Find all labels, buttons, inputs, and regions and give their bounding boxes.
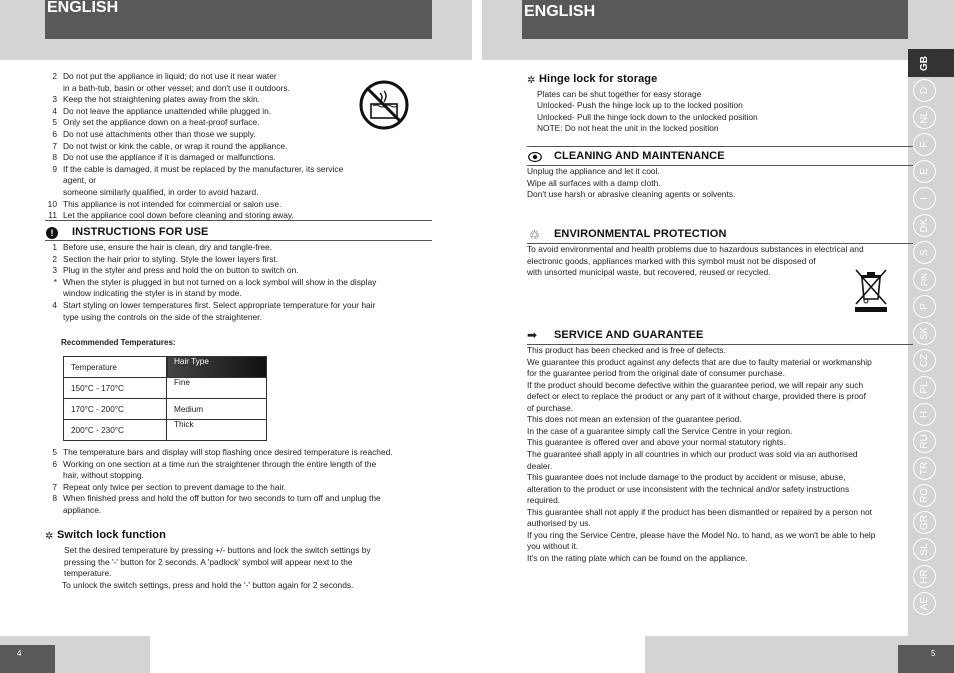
list-item-text: Before use, ensure the hair is clean, dry and tangle-free.	[63, 242, 273, 252]
list-item	[45, 83, 365, 95]
list-item	[45, 199, 365, 211]
crossed-bin-icon	[852, 266, 890, 314]
list-item-number: 9	[52, 163, 57, 174]
list-item	[45, 277, 425, 289]
language-tab-d[interactable]: D	[913, 79, 936, 102]
instructions-list	[45, 242, 425, 323]
list-item	[45, 242, 425, 254]
text-line: If you ring the Service Centre, please have the Model No. to hand, as we won't be able to help	[527, 529, 876, 540]
text-line: NOTE: Do not heat the unit in the locked position	[537, 123, 719, 134]
list-item-text: If the cable is damaged, it must be replaced by the manufacturer, its service agent, or	[63, 163, 344, 186]
language-tab-pl[interactable]: PL	[913, 376, 936, 399]
list-item	[45, 470, 435, 482]
list-item-number: 3	[52, 265, 57, 276]
list-item-number: 5	[52, 447, 57, 457]
cleaning-rule	[527, 146, 913, 147]
list-item	[45, 94, 365, 106]
language-tab-s[interactable]: S	[913, 241, 936, 264]
language-tab-cz[interactable]: CZ	[913, 349, 936, 372]
language-tab-nl[interactable]: NL	[913, 106, 936, 129]
safety-list	[45, 71, 365, 222]
list-item-text: Section the hair prior to styling. Style the lower layers first.	[63, 253, 279, 264]
list-item	[45, 447, 435, 459]
text-line: authorised by us.	[527, 518, 591, 529]
list-item-text: Repeat only twice per section to prevent damage to the hair.	[63, 481, 286, 492]
language-tab-p[interactable]: P	[913, 295, 936, 318]
list-item-number: *	[53, 276, 57, 287]
text-line: If the product should become defective within the guarantee period, we will repair any such	[527, 379, 864, 390]
language-tab-sl[interactable]: SL	[913, 538, 936, 561]
right-page-number-box	[898, 645, 954, 673]
left-header	[45, 0, 432, 39]
list-item-text: Only set the appliance down on a heat-proof surface.	[63, 117, 260, 128]
switch-lock-line: Set the desired temperature by pressing +/- buttons and lock the switch settings by	[64, 545, 371, 555]
list-item-text: This appliance is not intended for commercial or salon use.	[63, 198, 282, 209]
text-line: This guarantee shall not apply if the product has been dismantled or repaired by a person not	[527, 506, 872, 517]
left-page-number-box	[0, 645, 55, 673]
list-item	[45, 312, 425, 324]
language-tab-hr[interactable]: HR	[913, 565, 936, 588]
left-page-number: 4	[17, 649, 22, 658]
list-item	[45, 117, 365, 129]
language-tab-tr[interactable]: TR	[913, 457, 936, 480]
right-header-title: ENGLISH	[524, 3, 596, 20]
list-item	[45, 459, 435, 471]
list-item	[45, 288, 425, 300]
language-tab-sk[interactable]: SK	[913, 322, 936, 345]
list-item	[45, 187, 365, 199]
text-line: This guarantee does not include damage to the product by accident or misuse, abuse,	[527, 472, 846, 483]
list-item-number: 8	[52, 493, 57, 504]
text-line: Unlocked- Push the hinge lock up to the locked position	[537, 100, 743, 111]
more-instructions-list	[45, 447, 435, 517]
list-item-number: 4	[52, 299, 57, 310]
text-line: To avoid environmental and health problems due to hazardous substances in electrical and	[527, 244, 864, 254]
list-item-text: Plug in the styler and press and hold the on button to switch on.	[63, 265, 299, 276]
hair-cell: Medium	[167, 399, 267, 420]
list-item	[45, 141, 365, 153]
text-line: for the guarantee period from the original date of consumer purchase.	[527, 368, 785, 379]
list-item-text: Do not twist or kink the cable, or wrap it round the appliance.	[63, 140, 288, 151]
instructions-rule	[45, 220, 432, 221]
list-item-number: 2	[52, 253, 57, 264]
exclamation-icon: !	[46, 227, 58, 239]
list-item	[45, 300, 425, 312]
text-line: This product has been checked and is free of defects.	[527, 345, 726, 355]
list-item-text: Keep the hot straightening plates away from the skin.	[63, 94, 260, 105]
list-item-text: Working on one section at a time run the straightener through the entire length of the	[63, 458, 377, 469]
list-item-text: Start styling on lower temperatures first. Select appropriate temperature for your hair	[63, 299, 376, 310]
text-line: Unlocked- Pull the hinge lock down to the unlocked position	[537, 111, 758, 122]
text-line: electronic goods, appliances marked with this symbol must not be disposed of	[527, 255, 816, 266]
table-header-row	[64, 357, 267, 378]
switch-lock-line: To unlock the switch settings, press and hold the '-' button again for 2 seconds.	[62, 580, 354, 590]
cleaning-title: CLEANING AND MAINTENANCE	[554, 150, 725, 162]
temp-cell: 170°C - 200°C	[64, 399, 167, 420]
text-line: This guarantee is offered over and above your normal statutory rights.	[527, 437, 786, 448]
text-line: Wipe all surfaces with a damp cloth.	[527, 177, 661, 188]
language-tab-gb[interactable]: GB	[913, 52, 936, 75]
hair-cell: Thick	[167, 420, 267, 441]
list-item-text: hair, without stopping.	[63, 470, 145, 481]
list-item-text: Do not leave the appliance unattended while plugged in.	[63, 105, 272, 116]
text-line: Unplug the appliance and let it cool.	[527, 166, 660, 176]
text-line: The guarantee shall apply in all countries in which our product was sold via an authorised	[527, 448, 858, 459]
list-item-text: Do not use the appliance if it is damaged or malfunctions.	[63, 152, 276, 163]
hair-cell: Fine	[167, 378, 267, 399]
list-item-text: in a bath-tub, basin or other vessel; and don't use it outdoors.	[63, 82, 290, 93]
language-tab-ro[interactable]: RO	[913, 484, 936, 507]
left-header-title: ENGLISH	[47, 0, 119, 16]
list-item-text: Do not put the appliance in liquid; do not use it near water	[63, 71, 277, 81]
list-item-text: someone similarly qualified, in order to avoid hazard.	[63, 186, 259, 197]
recommended-title: Recommended Temperatures:	[61, 338, 176, 347]
language-tab-f[interactable]: F	[913, 133, 936, 156]
text-line: with unsorted municipal waste, but recovered, reused or recycled.	[527, 267, 771, 277]
switch-lock-title: Switch lock function	[57, 529, 166, 541]
instructions-title: INSTRUCTIONS FOR USE	[72, 226, 209, 238]
language-tab-i[interactable]: I	[913, 187, 936, 210]
right-page-number: 5	[931, 649, 936, 658]
list-item-number: 11	[48, 210, 57, 221]
list-item-text: appliance.	[63, 504, 102, 515]
language-tab-h[interactable]: H	[913, 403, 936, 426]
list-item-text: Do not use attachments other than those we supply.	[63, 128, 256, 139]
table-row	[64, 378, 267, 399]
list-item-number: 5	[52, 117, 57, 128]
text-line: defect or elect to replace the product or any part of it without charge, provided there is proof	[527, 391, 866, 402]
text-line: Plates can be shut together for easy storage	[537, 89, 702, 99]
temperature-table	[63, 356, 267, 441]
text-line: required.	[527, 495, 561, 506]
list-item-text: The temperature bars and display will stop flashing once desired temperature is reached.	[63, 447, 393, 457]
list-item-text: When the styler is plugged in but not turned on a lock symbol will show in the display	[63, 276, 377, 287]
environment-title: ENVIRONMENTAL PROTECTION	[554, 228, 727, 240]
text-line: This does not mean an extension of the guarantee period.	[527, 414, 742, 425]
list-item	[45, 493, 435, 505]
text-line: of purchase.	[527, 402, 574, 413]
language-tab-dk[interactable]: DK	[913, 214, 936, 237]
arrow-right-icon: ➡	[527, 328, 538, 342]
text-line: alteration to the product or use inconsistent with the technical and/or safety instructions	[527, 483, 850, 494]
temp-cell: 150°C - 170°C	[64, 378, 167, 399]
language-tab-e[interactable]: E	[913, 160, 936, 183]
gear-icon: ✲	[527, 75, 536, 86]
list-item	[45, 129, 365, 141]
list-item-number: 7	[52, 140, 57, 151]
temp-column-header: Temperature	[64, 357, 167, 378]
gear-icon: ✲	[45, 531, 54, 542]
list-item-number: 7	[52, 481, 57, 492]
text-line: It's on the rating plate which can be found on the appliance.	[527, 552, 748, 563]
table-row	[64, 420, 267, 441]
language-tab-ae[interactable]: AE	[913, 592, 936, 615]
list-item	[45, 254, 425, 266]
language-tab-fin[interactable]: FIN	[913, 268, 936, 291]
text-line: dealer.	[527, 460, 553, 471]
list-item	[45, 265, 425, 277]
switch-lock-line: pressing the '-' button for 2 seconds. A 'padlock' symbol will appear next to the	[64, 557, 353, 567]
list-item-text: When finished press and hold the off button for two seconds to turn off and unplug the	[63, 493, 381, 504]
list-item	[45, 482, 435, 494]
list-item-number: 10	[47, 198, 57, 209]
list-item-number: 6	[52, 128, 57, 139]
text-line: Don't use harsh or abrasive cleaning agents or solvents.	[527, 189, 736, 200]
list-item	[45, 164, 365, 187]
right-header	[522, 0, 908, 39]
text-line: We guarantee this product against any defects that are due to faulty material or workmanship	[527, 356, 872, 367]
list-item-text: window indicating the styler is in stand by mode.	[63, 288, 242, 299]
text-line: In the case of a guarantee simply call the Service Centre in your region.	[527, 425, 793, 436]
temp-cell: 200°C - 230°C	[64, 420, 167, 441]
switch-lock-line: temperature.	[64, 568, 112, 578]
list-item-number: 2	[52, 71, 57, 81]
list-item	[45, 152, 365, 164]
list-item-number: 6	[52, 458, 57, 469]
table-row	[64, 399, 267, 420]
text-line: you without it.	[527, 541, 579, 552]
list-item	[45, 106, 365, 118]
list-item-text: type using the controls on the side of the straightener.	[63, 311, 262, 322]
list-item-number: 4	[52, 105, 57, 116]
service-title: SERVICE AND GUARANTEE	[554, 329, 704, 341]
language-tab-ru[interactable]: RU	[913, 430, 936, 453]
recycle-icon: ♲	[529, 228, 540, 242]
list-item	[45, 505, 435, 517]
hair-column-header: Hair Type	[167, 357, 267, 378]
list-item-number: 1	[52, 242, 57, 252]
no-water-icon	[358, 79, 410, 131]
list-item	[45, 71, 365, 83]
language-tab-gr[interactable]: GR	[913, 511, 936, 534]
list-item-number: 3	[52, 94, 57, 105]
list-item-number: 8	[52, 152, 57, 163]
hinge-title: Hinge lock for storage	[539, 73, 658, 85]
list-item-text: Let the appliance cool down before cleaning and storing away.	[63, 210, 294, 221]
instructions-underline	[45, 240, 432, 241]
